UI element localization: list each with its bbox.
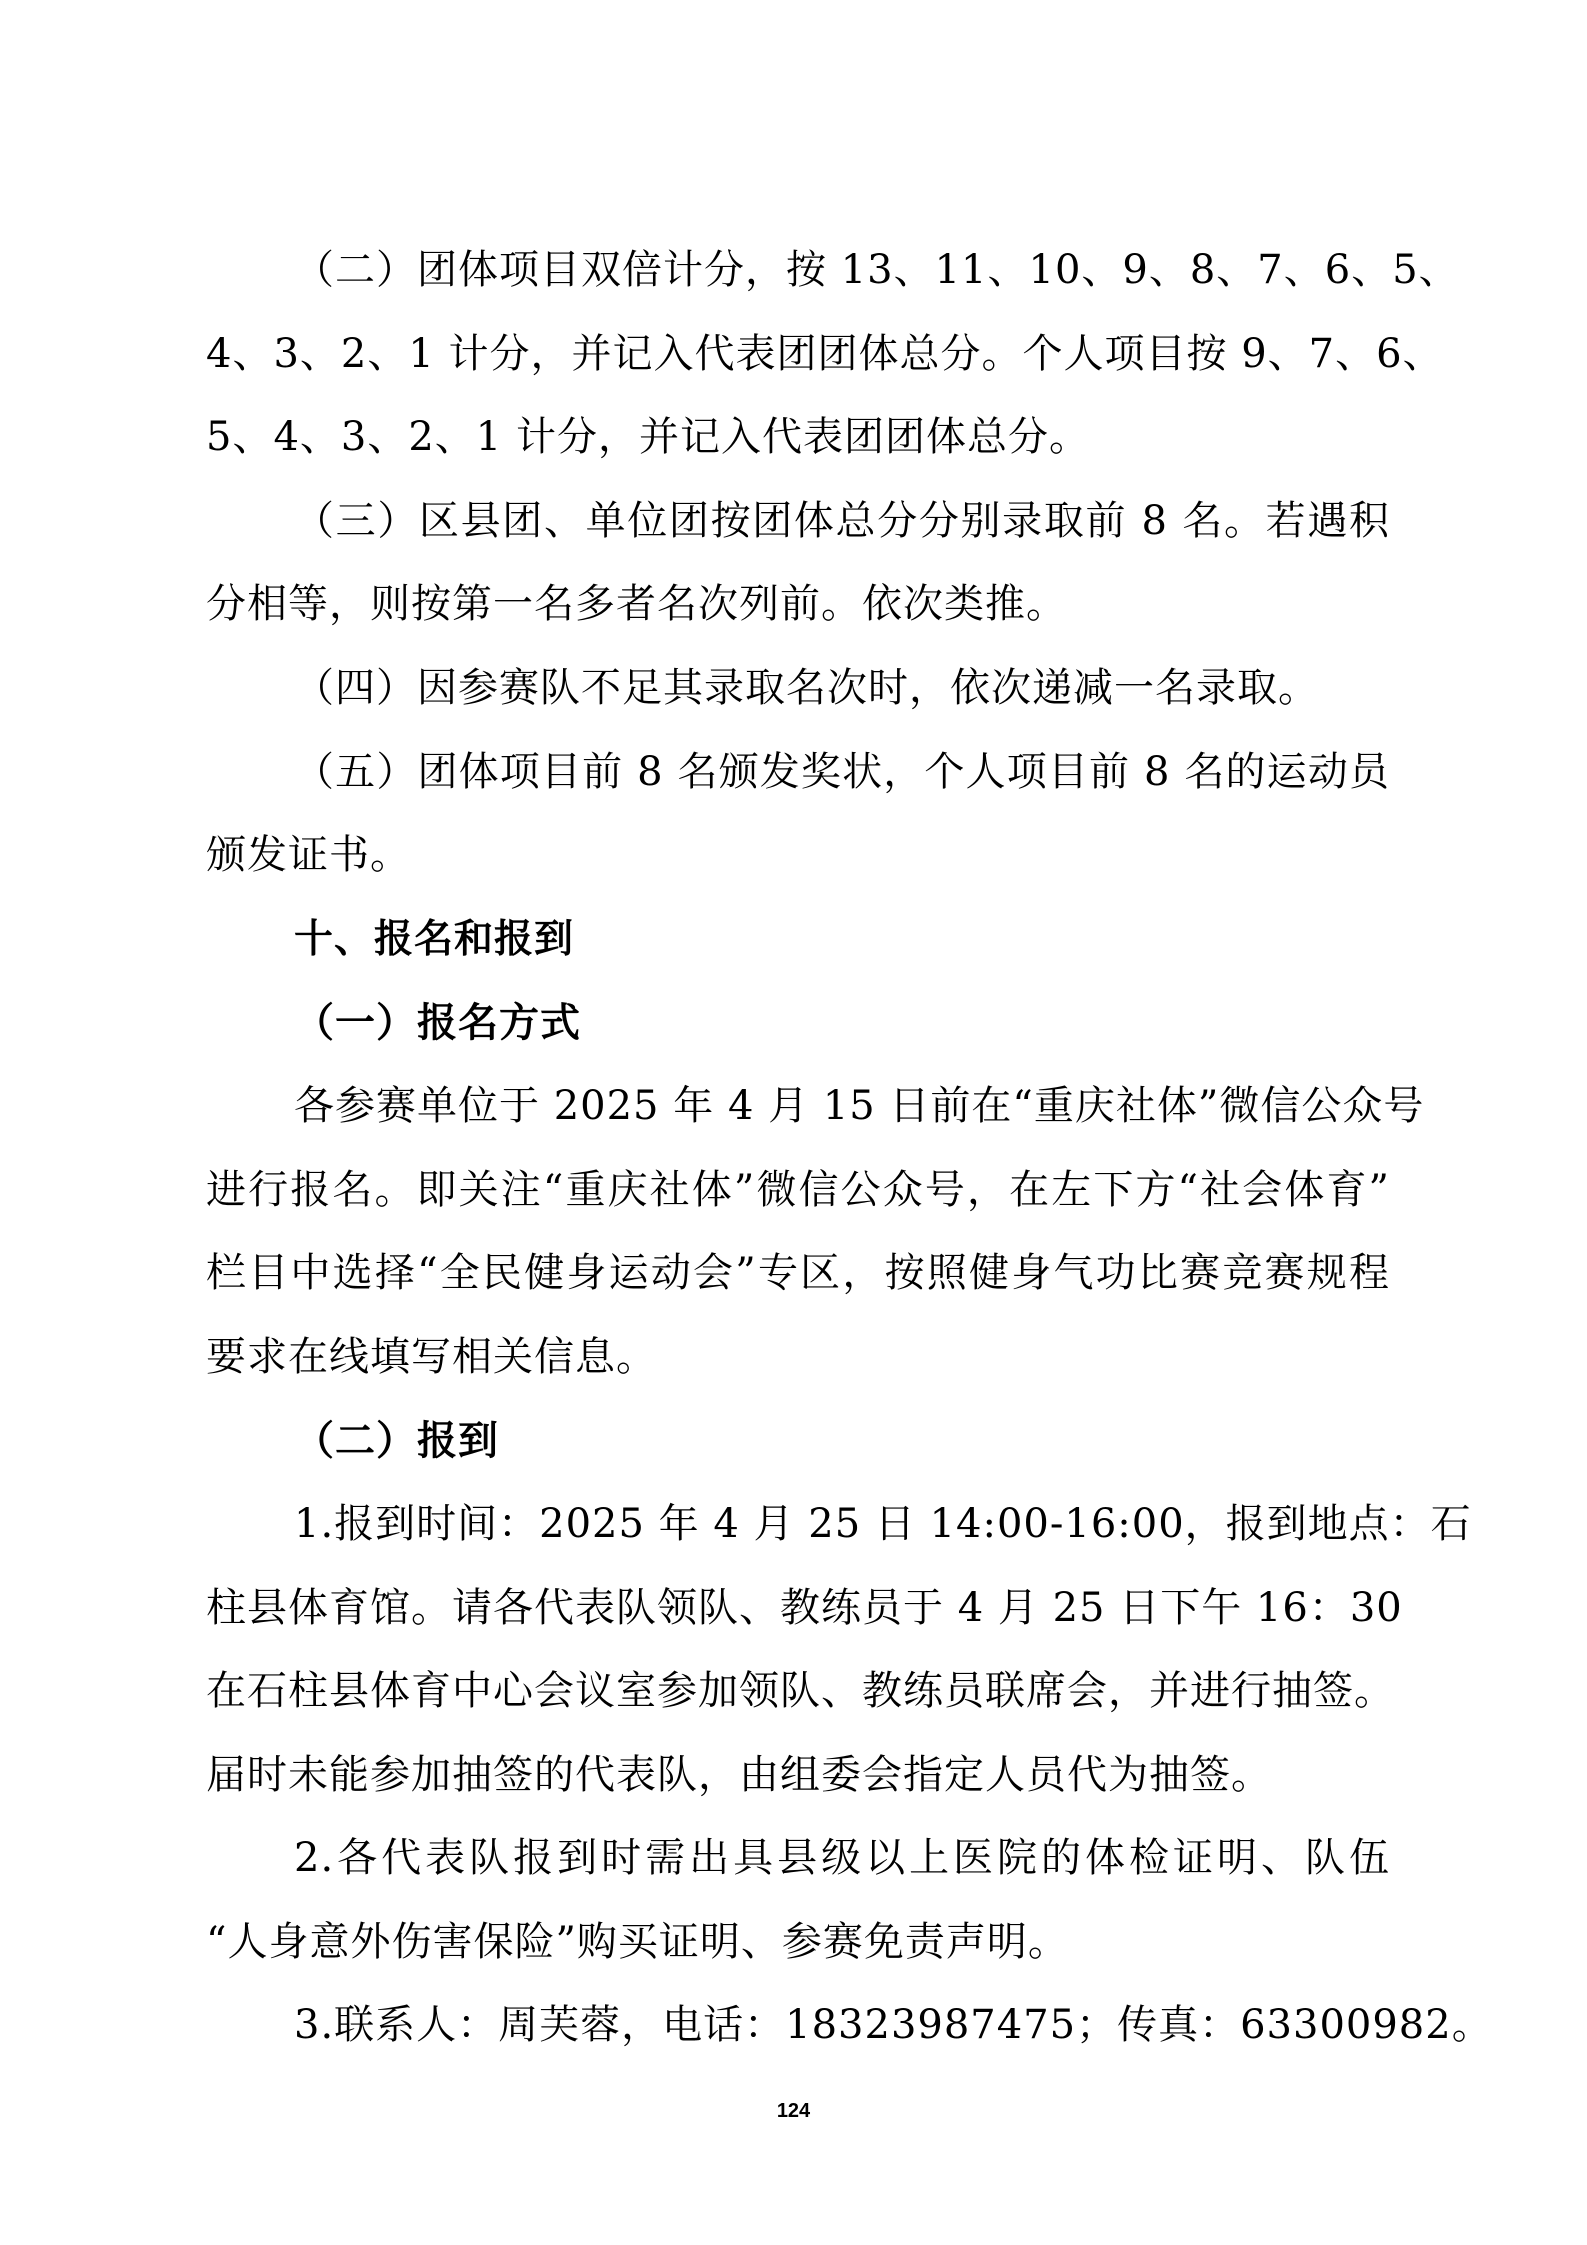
paragraph-line: 进行报名。即关注“重庆社体”微信公众号，在左下方“社会体育” — [206, 1166, 1390, 1213]
section-heading: 十、报名和报到 — [294, 916, 575, 962]
paragraph-line: 栏目中选择“全民健身运动会”专区，按照健身气功比赛竞赛规程 — [206, 1250, 1390, 1297]
paragraph-line: 分相等，则按第一名多者名次列前。依次类推。 — [206, 581, 1067, 628]
paragraph-line: （五）团体项目前 8 名颁发奖状，个人项目前 8 名的运动员 — [294, 748, 1390, 795]
page-number: 124 — [776, 2100, 811, 2122]
paragraph-line: 各参赛单位于 2025 年 4 月 15 日前在“重庆社体”微信公众号 — [294, 1082, 1425, 1129]
paragraph-line: 2.各代表队报到时需出具县级以上医院的体检证明、队伍 — [294, 1835, 1390, 1882]
paragraph-line: （四）因参赛队不足其录取名次时，依次递减一名录取。 — [294, 664, 1319, 711]
paragraph-line: 5、4、3、2、1 计分，并记入代表团团体总分。 — [206, 414, 1090, 461]
paragraph-line: 颁发证书。 — [206, 832, 411, 879]
subsection-heading: （二）报到 — [294, 1417, 499, 1465]
paragraph-line: 届时未能参加抽签的代表队，由组委会指定人员代为抽签。 — [206, 1751, 1272, 1798]
paragraph-line: 在石柱县体育中心会议室参加领队、教练员联席会，并进行抽签。 — [206, 1668, 1395, 1715]
paragraph-line: 柱县体育馆。请各代表队领队、教练员于 4 月 25 日下午 16：30 — [206, 1584, 1403, 1631]
paragraph-line: 1.报到时间：2025 年 4 月 25 日 14:00-16:00，报到地点：石 — [294, 1500, 1472, 1547]
paragraph-line: 要求在线填写相关信息。 — [206, 1333, 657, 1380]
paragraph-line: （二）团体项目双倍计分，按 13、11、10、9、8、7、6、5、 — [294, 247, 1460, 293]
paragraph-line: （三）区县团、单位团按团体总分分别录取前 8 名。若遇积 — [294, 497, 1390, 544]
subsection-heading: （一）报名方式 — [294, 999, 581, 1047]
document-body — [206, 229, 1493, 2068]
paragraph-line: 3.联系人：周芙蓉，电话：18323987475；传真：63300982。 — [294, 2002, 1493, 2049]
paragraph-line: 4、3、2、1 计分，并记入代表团团体总分。个人项目按 9、7、6、 — [206, 330, 1444, 377]
paragraph-line: “人身意外伤害保险”购买证明、参赛免责声明。 — [206, 1918, 1069, 1965]
